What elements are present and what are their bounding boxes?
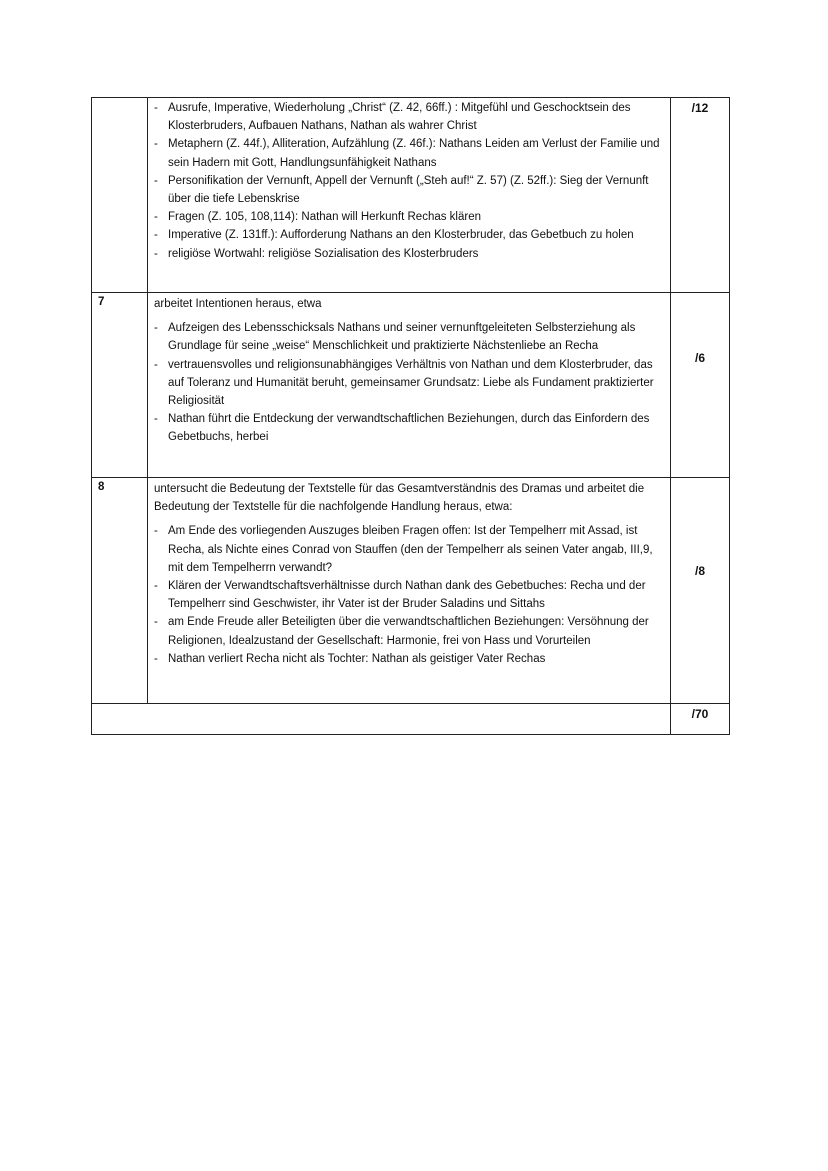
task-number: 8 (92, 478, 148, 704)
list-item: - religiöse Wortwahl: religiöse Sozialisation des Klosterbruders (154, 247, 479, 260)
task-number: 7 (92, 293, 148, 478)
task-intro: arbeitet Intentionen heraus, etwa (154, 298, 322, 310)
list-item: - Am Ende des vorliegenden Auszuges bleiben Fragen offen: Ist der Tempelherr mit Assad, ist Recha, als Nichte eines Conrad von Stauffen (den der Tempelherr als seinen Vater angab, III,9, mit dem Tempelherrn verwandt? (154, 525, 653, 574)
score-value: /8 (694, 564, 705, 578)
total-row (92, 704, 730, 735)
list-item: - Metaphern (Z. 44f.), Alliteration, Aufzählung (Z. 46f.): Nathans Leiden am Verlust der Familie und sein Hadern mit Gott, Handlungsunfähigkeit Nathans (154, 138, 660, 169)
task-content (148, 98, 671, 293)
total-score: /70 (691, 707, 709, 721)
table-row (92, 293, 730, 478)
score-value: /12 (691, 101, 709, 115)
score-cell (671, 293, 730, 478)
score-value: /6 (694, 351, 705, 365)
task-intro: untersucht die Bedeutung der Textstelle für das Gesamtverständnis des Dramas und arbeitet die Bedeutung der Textstelle für die nachfolgende Handlung heraus, etwa: (154, 483, 645, 514)
criteria-list (148, 522, 670, 668)
list-item: - Ausrufe, Imperative, Wiederholung „Christ“ (Z. 42, 66ff.) : Mitgefühl und Geschocktsein des Klosterbruders, Aufbauen Nathans, Nathan als wahrer Christ (154, 102, 631, 133)
task-content (148, 293, 671, 478)
score-cell (671, 478, 730, 704)
table-row (92, 98, 730, 293)
list-item: - Imperative (Z. 131ff.): Aufforderung Nathans an den Klosterbruder, das Gebetbuch zu holen (154, 229, 634, 242)
list-item: - Personifikation der Vernunft, Appell der Vernunft („Steh auf!“ Z. 57) (Z. 52ff.): Sieg der Vernunft über die tiefe Lebenskrise (154, 174, 649, 206)
score-cell (671, 98, 730, 293)
total-score-cell (671, 704, 730, 735)
criteria-list (148, 98, 670, 263)
list-item: - Nathan führt die Entdeckung der verwandtschaftlichen Beziehungen, durch das Einfordern des Gebetbuchs, herbei (154, 413, 650, 444)
table-row (92, 478, 730, 704)
task-content (148, 478, 671, 704)
list-item: - Nathan verliert Recha nicht als Tochter: Nathan als geistiger Vater Rechas (154, 652, 546, 665)
list-item: - am Ende Freude aller Beteiligten über die verwandtschaftlichen Beziehungen: Versöhnung der Religionen, Idealzustand der Gesellschaft: Harmonie, frei von Hass und Vorurteilen (154, 616, 649, 647)
list-item: - vertrauensvolles und religionsunabhängiges Verhältnis von Nathan und dem Klosterbruder, das auf Toleranz und Humanität beruht, gemeinsamer Grundsatz: Liebe als Fundament praktizierter Religiosität (154, 358, 654, 408)
task-number (92, 98, 148, 293)
grading-table (91, 97, 730, 735)
criteria-list (148, 319, 670, 446)
total-label-cell (92, 704, 671, 735)
list-item: - Aufzeigen des Lebensschicksals Nathans und seiner vernunftgeleiteten Selbsterziehung als Grundlage für seine „weise“ Menschlichkeit und praktizierte Nächstenliebe an Recha (154, 322, 636, 353)
list-item: - Klären der Verwandtschaftsverhältnisse durch Nathan dank des Gebetbuches: Recha und der Tempelherr sind Geschwister, ihr Vater ist der Bruder Saladins und Sittahs (154, 580, 646, 611)
list-item: - Fragen (Z. 105, 108,114): Nathan will Herkunft Rechas klären (154, 211, 481, 224)
